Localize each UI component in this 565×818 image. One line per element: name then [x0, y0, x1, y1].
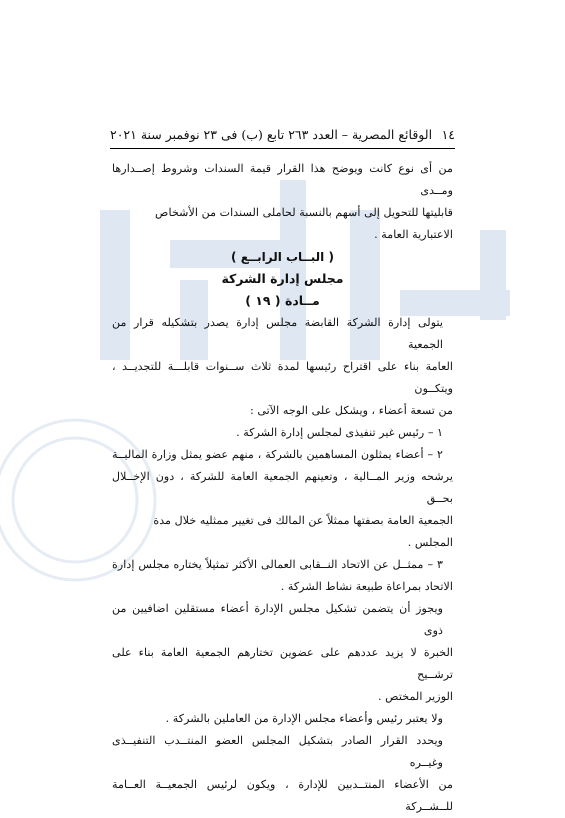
text-line: ولا يعتبر رئيس وأعضاء مجلس الإدارة من العاملين بالشركة .	[165, 712, 443, 725]
header-rule	[110, 148, 455, 149]
text-line: ويحدد القرار الصادر بتشكيل المجلس العضو المنتــدب التنفيــذى وغيــره	[112, 734, 443, 769]
text-line: يتولى إدارة الشركة القابضة مجلس إدارة يصدر بتشكيله قرار من الجمعية	[112, 316, 443, 351]
text-line: العامة بناء على اقتراح رئيسها لمدة ثلاث ســنوات قابلـــة للتجديــد ، ويتكــون	[112, 360, 453, 395]
text-line: يرشحه وزير المــالية ، وتعينهم الجمعية العامة للشركة ، دون الإخــلال بحــق	[112, 470, 453, 505]
text-line: من الأعضاء المنتــدبين للإدارة ، ويكون لرئيس الجمعيــة العــامة للــشــركة	[112, 778, 453, 813]
list-item: ٢ – أعضاء يمثلون المساهمين بالشركة ، منهم عضو يمثل وزارة الماليــة	[112, 448, 443, 461]
list-item: ٣ – ممثــل عن الاتحاد النــقابى العمالى الأكثر تمثيلاً يختاره مجلس إدارة	[112, 558, 443, 571]
article-heading: مــادة ( ١٩ )	[245, 293, 320, 308]
page-header	[110, 124, 455, 144]
chapter-heading: ( البــاب الرابــع )	[231, 250, 334, 264]
text-line: الخبرة لا يزيد عددهم على عضوين تختارهم الجمعية العامة بناء على ترشــيح	[112, 646, 453, 681]
publication-info: الوقائع المصرية – العدد ٢٦٣ تابع (ب) فى ٢٣ نوفمبر سنة ٢٠٢١	[110, 126, 433, 142]
text-line: ويجوز أن يتضمن تشكيل مجلس الإدارة أعضاء مستقلين اضافيين من ذوى	[112, 602, 443, 637]
text-line: الجمعية العامة بصفتها ممثلاً عن المالك فى تغيير ممثليه خلال مدة المجلس .	[153, 514, 453, 549]
text-line: من تسعة أعضاء ، ويشكل على الوجه الآتى :	[250, 404, 453, 417]
text-line: الوزير المختص .	[378, 690, 453, 703]
document-body	[112, 158, 453, 818]
list-item: ١ – رئيس غير تنفيذى لمجلس إدارة الشركة .	[236, 426, 443, 439]
section-heading: مجلس إدارة الشركة	[221, 271, 344, 286]
text-line: من أى نوع كانت ويوضح هذا القرار قيمة السندات وشروط إصــدارها ومــدى	[112, 162, 453, 197]
page-number: ١٤	[441, 126, 455, 142]
text-line: الاتحاد بمراعاة طبيعة نشاط الشركة .	[280, 580, 453, 593]
text-line: قابليتها للتحويل إلى أسهم بالنسبة لحاملى السندات من الأشخاص الاعتبارية العامة .	[155, 206, 453, 241]
